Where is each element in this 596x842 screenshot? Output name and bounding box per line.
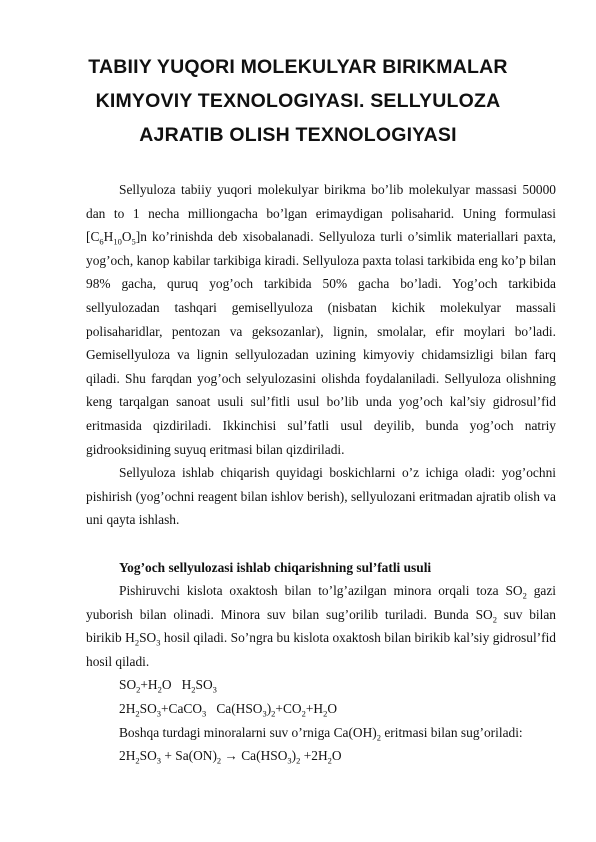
spacer (86, 532, 556, 556)
text-line-minorals: Boshqa turdagi minoralarni suv o’rniga $Ca(OH)_2$ eritmasi bilan sug’oriladi: (119, 724, 523, 743)
equation-3: $2H_2SO_3 + Sa(ON)_2 \to Ca(HSO_3)_2 +2H_2O$ (119, 748, 342, 766)
section-heading: Yog’och sellyulozasi ishlab chiqarishning sul’fatli usuli (119, 559, 432, 575)
document-title (70, 50, 526, 152)
paragraph-intro (86, 178, 556, 461)
equation-2: $2H_2SO_3+CaCO_3$ $Ca(HSO_3)_2+CO_2+H_2O$ (119, 701, 337, 719)
document-body (86, 178, 556, 768)
paragraph-intro-text-b: ko’rinishda deb xisobalanadi. Sellyuloza turli o’simlik materiallari paxta, yog’och, kanop kabilar tarkibiga kiradi. Sellyuloza paxta tolasi tarkibida eng ko’p bilan 98% gacha, quruq yog’och tarkibida 50% gacha bo’ladi. Yog’och tarkibida sellyulozadan tashqari gemisellyuloza (nisbatan kichik molekulyar massali polisaharidlar, pentozan va geksozanlar), lignin, smolalar, efir moylari bo’ladi. Gemisellyuloza va lignin sellyulozadan uzining kimyoviy chidamsizligi bilan farq qiladi. Shu farqdan yog’och selyulozasini olishda foydalaniladi. Sellyuloza olishning keng tarqalgan sanoat usuli sul’fitli usul bo’lib unda yog’och kal’siy gidrosul’fid eritmasida qizdiriladi. Ikkinchisi sul’fatli usul deyilib, bunda yog’och natriy gidrooksidining suyuq eritmasi bilan qizdiriladi. (86, 229, 556, 457)
paragraph-stages: Sellyuloza ishlab chiqarish quyidagi boskichlarni o’z ichiga oladi: yog’ochni pishirish (yog’ochni reagent bilan ishlov berish), sellyulozani eritmadan ajratib olish va uni qayta ishlash. (86, 465, 556, 528)
paragraph-acid: Pishiruvchi kislota oxaktosh bilan to’lg’azilgan minora orqali toza $SO_2$ gazi yuborish bilan olinadi. Minora suv bilan sug’orilib turiladi. Bunda $SO_2$ suv bilan birikib $H_2SO_3$ hosil qiladi. So’ngra bu kislota oxaktosh bilan birikib kal’siy gidrosul’fid hosil qiladi. (86, 583, 557, 669)
title-line-2: KIMYOVIY TEXNOLOGIYASI. SELLYULOZA (95, 90, 501, 112)
cellulose-formula: $[C_6H_{10}O_5]n$ (86, 229, 147, 247)
equation-1: $SO_2+H_2O$ $H_2SO_3$ (119, 677, 217, 696)
paragraph-intro-text-a: Sellyuloza tabiiy yuqori molekulyar birikma bo’lib molekulyar massasi 50000 dan to 1 necha milliongacha bo’lgan erimaydigan polisaharid. Uning formulasi (86, 182, 556, 221)
title-line-3: AJRATIB OLISH TEXNOLOGIYASI (139, 124, 457, 146)
title-line-1: TABIIY YUQORI MOLEKULYAR BIRIKMALAR (88, 56, 508, 78)
